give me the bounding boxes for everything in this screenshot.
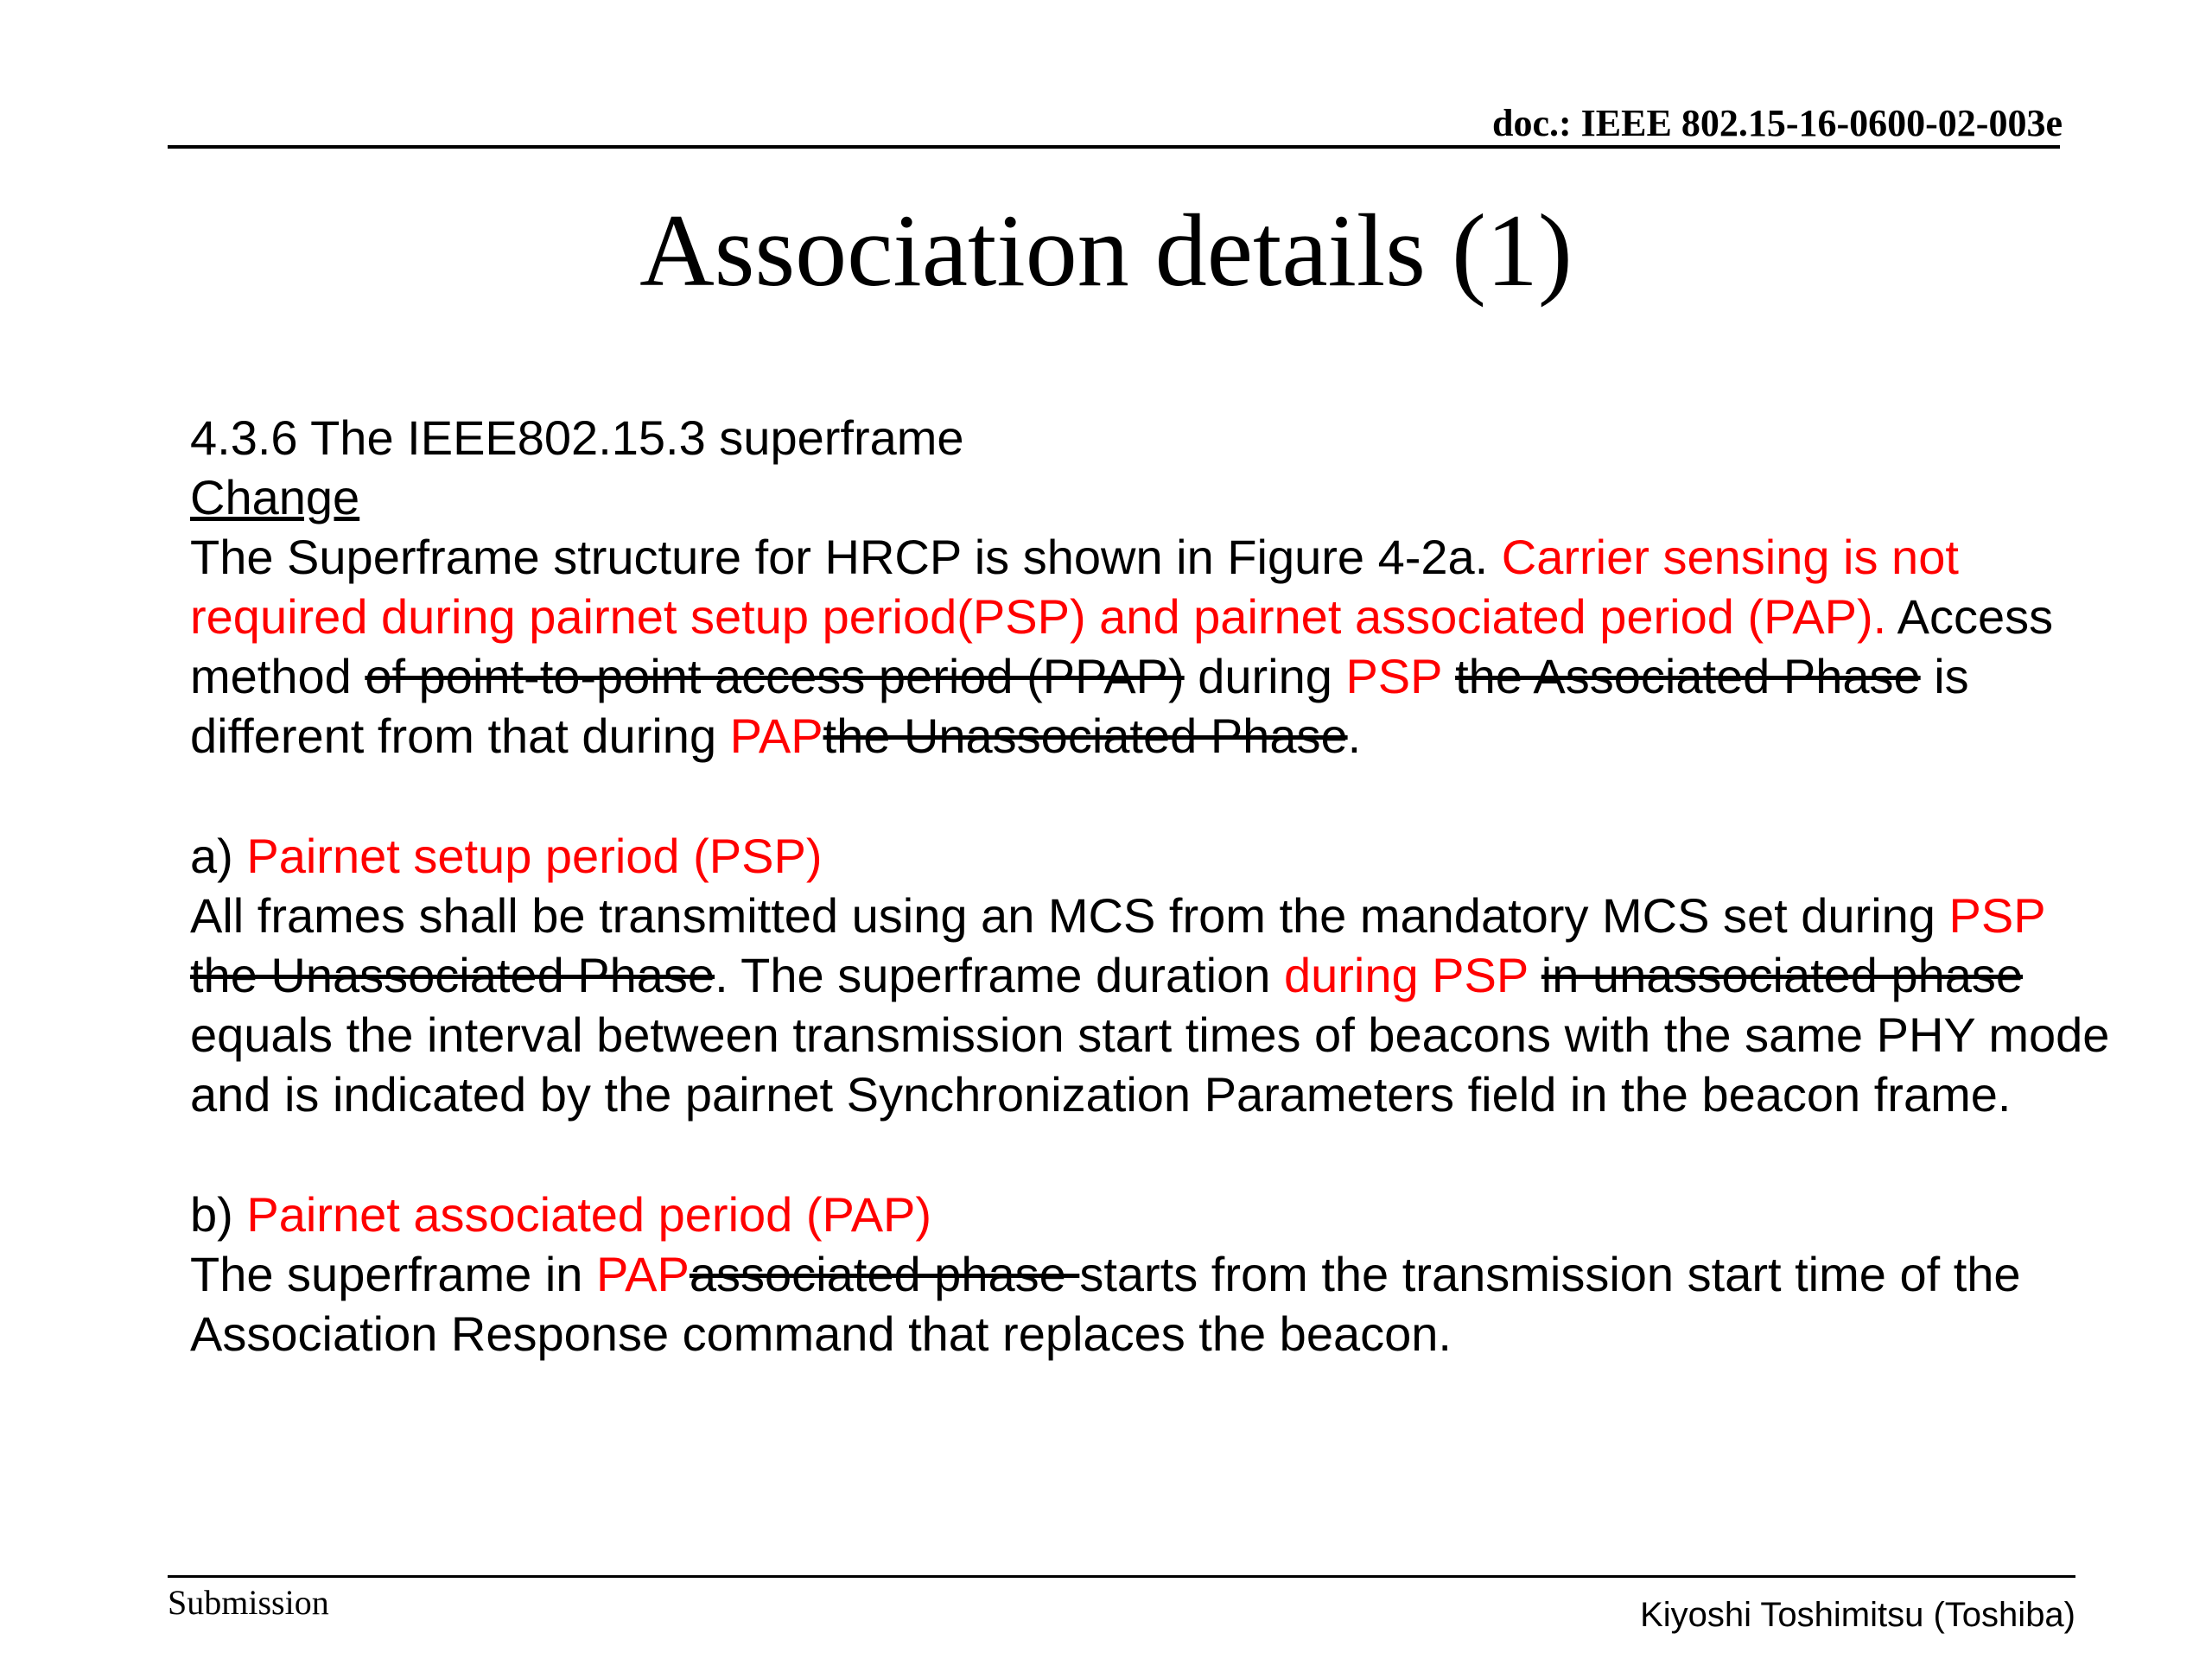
subheading-psp — [190, 826, 2117, 886]
footer-submission: Submission — [168, 1583, 329, 1622]
subheading-title: Pairnet associated period (PAP) — [246, 1187, 932, 1242]
text-run: starts from the transmission start time of the Association Response command that replaces the beacon. — [190, 1247, 2021, 1361]
text-run: equals the interval between transmission start times of beacons with the same PHY mode and is indicated by the pairnet Synchronization Parameters field in the beacon frame. — [190, 1007, 2110, 1122]
text-run: is different from that during — [190, 649, 1969, 763]
doc-id: doc.: IEEE 802.15-16-0600-02-003e — [1492, 102, 2063, 144]
change-label-text: Change — [190, 470, 360, 524]
text-run: . — [1347, 709, 1362, 763]
deleted-text: the Unassociated Phase — [823, 709, 1348, 763]
inserted-text: PSP — [1948, 888, 2045, 943]
text-run: The superframe in — [190, 1247, 596, 1301]
slide-body — [190, 408, 2117, 1363]
text-run — [1442, 649, 1456, 703]
text-run: All frames shall be transmitted using an MCS from the mandatory MCS set during — [190, 888, 1949, 943]
deleted-text: of point-to-point access period (PPAP) — [365, 649, 1185, 703]
text-run: . The superframe duration — [715, 948, 1284, 1002]
subheading-prefix: a) — [190, 829, 247, 883]
text-run: The Superframe structure for HRCP is shown in Figure 4-2a. — [190, 530, 1502, 584]
header-rule — [168, 145, 2060, 149]
subheading-prefix: b) — [190, 1187, 247, 1242]
inserted-text: PSP — [1345, 649, 1442, 703]
paragraph-psp — [190, 886, 2117, 1124]
section-heading: 4.3.6 The IEEE802.15.3 superframe — [190, 410, 964, 465]
text-run — [1528, 948, 1541, 1002]
deleted-text: associated phase — [689, 1247, 1080, 1301]
footer-author: Kiyoshi Toshimitsu (Toshiba) — [1640, 1596, 2075, 1634]
deleted-text: in unassociated phase — [1541, 948, 2024, 1002]
slide-title: Association details (1) — [639, 193, 1573, 308]
inserted-text: Carrier sensing is not required during pairnet setup period(PSP) and pairnet associated period (PAP). — [190, 530, 1959, 644]
paragraph-superframe — [190, 527, 2117, 766]
deleted-text: the Associated Phase — [1455, 649, 1921, 703]
inserted-text: PAP — [595, 1247, 690, 1301]
text-run: during — [1184, 649, 1346, 703]
inserted-text: during PSP — [1283, 948, 1529, 1002]
subheading-title: Pairnet setup period (PSP) — [246, 829, 823, 883]
subheading-pap — [190, 1185, 2117, 1244]
inserted-text: PAP — [729, 709, 823, 763]
deleted-text: the Unassociated Phase — [190, 948, 715, 1002]
text-run: Access method — [190, 589, 2054, 703]
change-label — [190, 467, 2117, 527]
footer-rule — [168, 1575, 2075, 1578]
paragraph-pap — [190, 1244, 2117, 1363]
